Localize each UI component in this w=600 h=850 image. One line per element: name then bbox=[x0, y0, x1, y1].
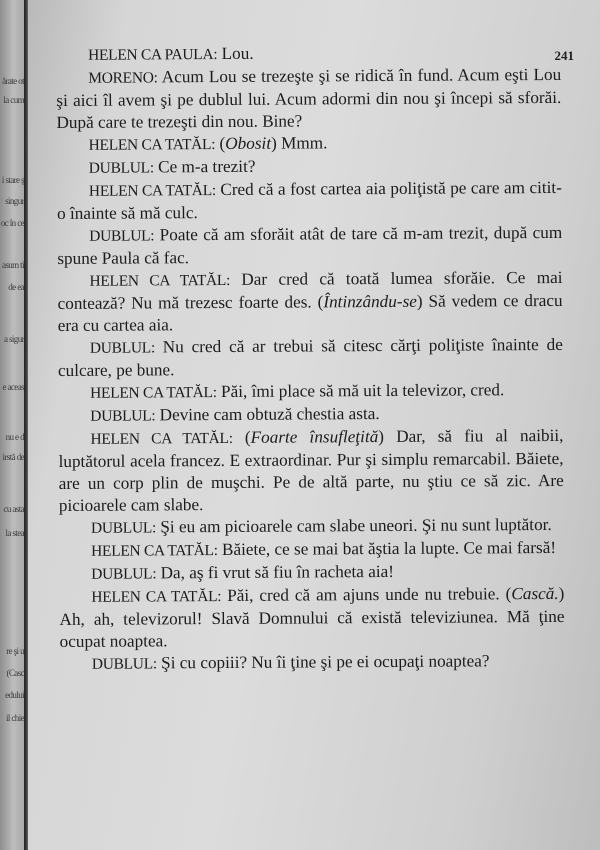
line-text: Da, aş fi vrut să fiu în racheta aia! bbox=[156, 561, 395, 583]
left-page-fragment: i stare ş bbox=[1, 175, 24, 185]
speaker-name: HELEN CA TATĂL: bbox=[89, 271, 231, 290]
dialogue-line bbox=[58, 402, 563, 428]
speaker-name: DUBLUL: bbox=[91, 655, 157, 673]
dialogue-line: HELEN CA TATĂL: Dar cred că toată lumea sforăie. Ce mai contează? Nu mă trezesc foarte des. (Întinzându-se) Să vedem ce dracu era cu cartea aia. bbox=[57, 267, 563, 335]
line-text: Devine cam obtuză chestia asta. bbox=[155, 404, 380, 425]
stage-direction: Obosit bbox=[225, 133, 272, 153]
speaker-name: HELEN CA TATĂL: bbox=[90, 429, 233, 448]
line-text: Păi, cred că am ajuns unde nu trebuie. bbox=[221, 584, 500, 606]
dialogue-line bbox=[56, 41, 561, 67]
line-text: Ah, ah, televizorul! Slavă Domnului că există televiziunea. Mă ţine ocupat noaptea. bbox=[59, 606, 565, 651]
right-page bbox=[28, 0, 600, 850]
dialogue-line bbox=[59, 560, 564, 586]
speaker-name: HELEN CA TATĂL: bbox=[88, 136, 216, 154]
left-page-fragment: la stea bbox=[5, 528, 24, 538]
stage-direction: Foarte însufleţită bbox=[250, 427, 379, 447]
speaker-name: DUBLUL: bbox=[90, 407, 156, 425]
speaker-name: DUBLUL: bbox=[90, 519, 157, 537]
left-page-fragment: a sigur bbox=[3, 334, 24, 344]
left-page-fragment: il chie bbox=[5, 713, 24, 723]
line-text: Acum Lou se trezeşte şi se ridică în fund. Acum eşti Lou şi aici îl avem şi pe dublul lui. Acum adormi din nou şi începi să sforăi. După care te trezeşti din nou. Bine? bbox=[56, 64, 562, 132]
dialogue-line: HELEN CA TATĂL: Păi, cred că am ajuns unde nu trebuie. (Cască.) Ah, ah, televizorul! Slavă Domnului că există televiziunea. Mă ţine ocupat noaptea. bbox=[59, 583, 565, 651]
speaker-name: HELEN CA TATĂL: bbox=[90, 384, 217, 402]
line-text: Nu cred că ar trebui să citesc cărţi poliţiste înainte de culcare, pe bune. bbox=[57, 334, 563, 380]
dialogue-line bbox=[60, 650, 565, 676]
stage-direction: Cască. bbox=[511, 583, 559, 604]
left-page-fragment: asum ti bbox=[1, 260, 24, 270]
line-text: Lou. bbox=[217, 43, 254, 64]
line-text: Dar cred că toată lumea sforăie. Ce mai contează? Nu mă trezesc foarte des. bbox=[57, 267, 563, 313]
left-page-fragment: irstă de bbox=[2, 452, 24, 462]
line-text: Dar, să fiu al naibii, luptătorul acela francez. E extraordinar. Pur şi simplu remarcabil. Băiete, are un corp plin de muşchi. Pe de altă parte, nu ştiu ce să zic. Are picioarele cam slabe. bbox=[58, 425, 564, 515]
line-text: Şi cu copiii? Nu îi ţine şi pe ei ocupaţi noaptea? bbox=[156, 651, 490, 673]
speaker-name: HELEN CA TATĂL: bbox=[88, 182, 216, 200]
left-page-fragment: e aceas bbox=[2, 382, 24, 392]
dialogue-text-block bbox=[56, 41, 565, 676]
speaker-name: DUBLUL: bbox=[91, 565, 157, 583]
speaker-name: DUBLUL: bbox=[89, 339, 155, 357]
line-text: Poate că am sforăit atât de tare că m-am trezit, după cum spune Paula că fac. bbox=[57, 222, 563, 268]
page-number: 241 bbox=[554, 48, 574, 63]
line-text: Să vedem ce dracu era cu cartea aia. bbox=[57, 290, 563, 335]
dialogue-line bbox=[58, 334, 563, 382]
line-text: Ce m-a trezit? bbox=[153, 156, 256, 177]
left-page-fragment: la cum bbox=[3, 95, 24, 105]
left-page-fragment: cu asta bbox=[3, 504, 24, 514]
dialogue-line bbox=[59, 537, 564, 563]
facing-left-page bbox=[0, 0, 24, 850]
left-page-fragment: re şi u bbox=[6, 646, 24, 656]
left-page-fragment: oc în ce bbox=[0, 218, 24, 228]
dialogue-line bbox=[57, 154, 562, 180]
dialogue-line: HELEN CA TATĂL: (Obosit) Mmm. bbox=[88, 133, 328, 154]
dialogue-line bbox=[57, 177, 562, 225]
speaker-name: HELEN CA TATĂL: bbox=[91, 588, 222, 606]
dialogue-line bbox=[58, 379, 563, 405]
left-page-fragment: edului bbox=[5, 690, 24, 700]
line-text: Şi eu am picioarele cam slabe uneori. Şi nu sunt luptător. bbox=[155, 514, 552, 537]
dialogue-line bbox=[59, 514, 564, 540]
speaker-name: MORENO: bbox=[88, 69, 158, 87]
dialogue-line bbox=[56, 64, 561, 134]
speaker-name: HELEN CA PAULA: bbox=[88, 46, 218, 64]
line-text: Băiete, ce se mai bat ăştia la lupte. Ce mai farsă! bbox=[217, 537, 557, 560]
line-text: Mmm. bbox=[276, 133, 328, 153]
line-text: Cred că a fost cartea aia poliţistă pe care am citit-o înainte să mă culc. bbox=[56, 177, 562, 223]
speaker-name: DUBLUL: bbox=[88, 159, 154, 177]
speaker-name: DUBLUL: bbox=[89, 227, 155, 245]
dialogue-line: HELEN CA TATĂL: (Foarte însufleţită) Dar, să fiu al naibii, luptătorul acela francez. E extraordinar. Pur şi simplu remarcabil. Băiete, are un corp plin de muşchi. Pe de altă parte, nu ştiu ce să zic. Are picioarele cam slabe. bbox=[58, 425, 564, 515]
left-page-fragment: (Casc bbox=[6, 668, 24, 678]
left-page-fragment: singur bbox=[5, 196, 24, 206]
stage-direction: Întinzându-se bbox=[323, 291, 417, 312]
dialogue-line bbox=[57, 222, 562, 270]
speaker-name: HELEN CA TATĂL: bbox=[91, 542, 218, 560]
left-page-fragment: nu e d bbox=[5, 432, 24, 442]
line-text: Păi, îmi place să mă uit la televizor, cred. bbox=[216, 380, 505, 402]
left-page-fragment: de ea bbox=[8, 282, 24, 292]
left-page-fragment: ărate ot bbox=[2, 76, 24, 86]
